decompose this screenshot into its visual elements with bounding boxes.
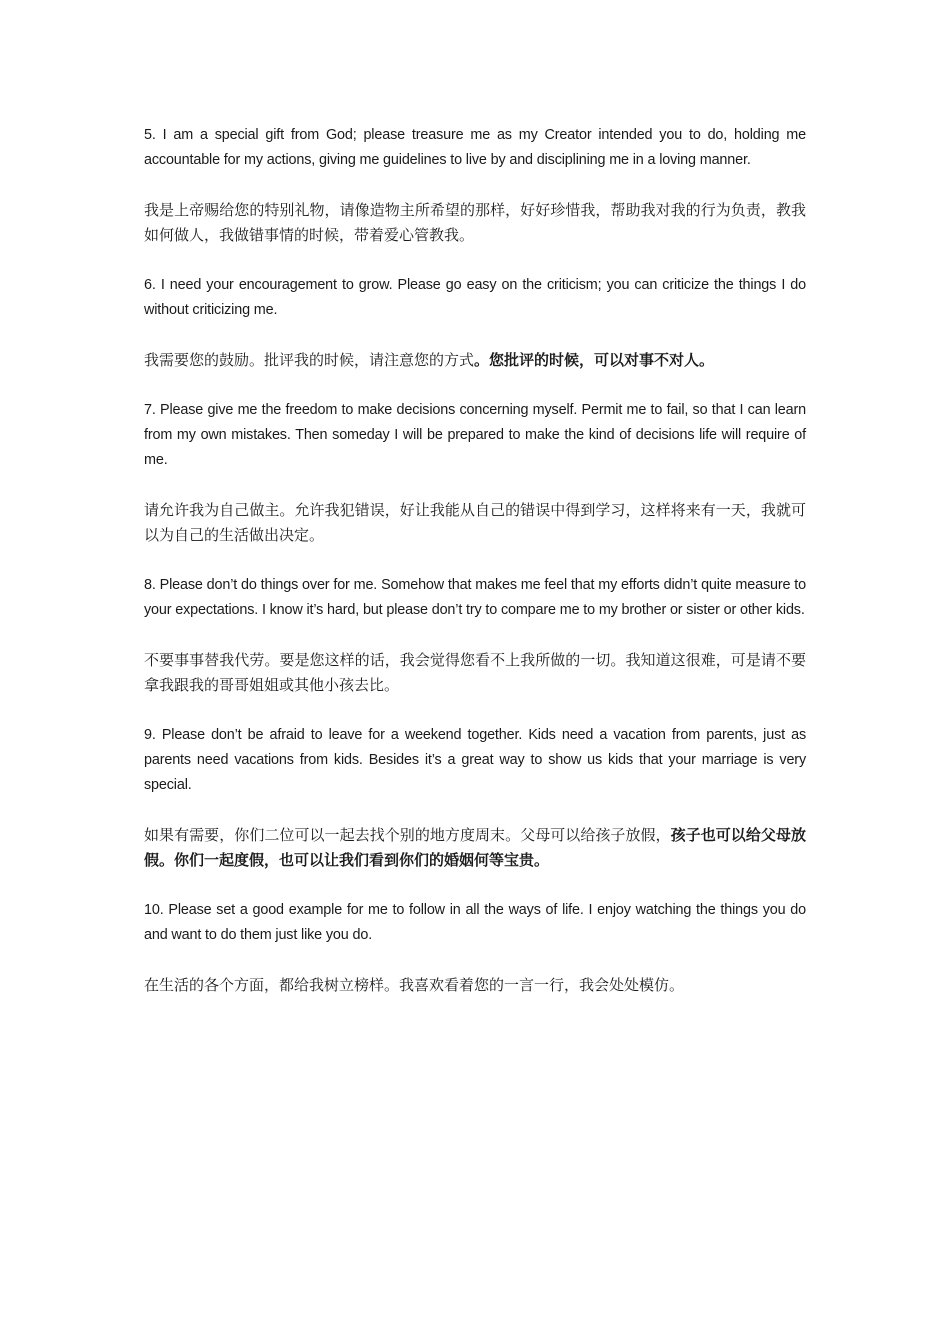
paragraph-text: 我是上帝赐给您的特别礼物，请像造物主所希望的那样，好好珍惜我，帮助我对我的行为负责，教我如何做人，我做错事情的时候，带着爱心管教我。	[144, 201, 806, 244]
paragraph-text: 在生活的各个方面，都给我树立榜样。我喜欢看着您的一言一行，我会处处模仿。	[144, 976, 685, 994]
paragraph-zh-5	[144, 198, 806, 248]
paragraph-zh-7	[144, 498, 806, 548]
paragraph-en-5	[144, 123, 806, 173]
paragraph-text: 如果有需要，你们二位可以一起去找个别的地方度周末。父母可以给孩子放假，	[144, 826, 671, 844]
paragraph-zh-10	[144, 973, 806, 998]
paragraph-text: 6. I need your encouragement to grow. Please go easy on the criticism; you can criticize the things I do without criticizing me.	[144, 277, 806, 318]
paragraph-text: 不要事事替我代劳。要是您这样的话，我会觉得您看不上我所做的一切。我知道这很难，可是请不要拿我跟我的哥哥姐姐或其他小孩去比。	[144, 651, 806, 694]
paragraph-en-8	[144, 573, 806, 623]
paragraph-text: 7. Please give me the freedom to make decisions concerning myself. Permit me to fail, so that I can learn from my own mistakes. Then someday I will be prepared to make the kind of decisions life will require of me.	[144, 402, 806, 468]
paragraph-zh-9	[144, 823, 806, 873]
paragraph-zh-8	[144, 648, 806, 698]
paragraph-en-10	[144, 898, 806, 948]
document-page	[144, 123, 806, 1023]
paragraph-zh-6	[144, 348, 806, 373]
paragraph-text: 8. Please don’t do things over for me. Somehow that makes me feel that my efforts didn’t quite measure to your expectations. I know it’s hard, but please don’t try to compare me to my brother or sister or other kids.	[144, 577, 806, 618]
paragraph-en-7	[144, 398, 806, 473]
paragraph-bold-text: 孩子也可以给父母放假。你们一起度假，也可以让我们看到你们的婚姻何等宝贵。	[144, 826, 806, 869]
paragraph-text: 我需要您的鼓励。批评我的时候，请注意您的方式	[144, 351, 475, 369]
paragraph-en-9	[144, 723, 806, 798]
paragraph-en-6	[144, 273, 806, 323]
paragraph-text: 5. I am a special gift from God; please treasure me as my Creator intended you to do, holding me accountable for my actions, giving me guidelines to live by and disciplining me in a loving manner.	[144, 127, 806, 168]
paragraph-bold-text: 。您批评的时候，可以对事不对人。	[474, 351, 715, 369]
paragraph-text: 9. Please don’t be afraid to leave for a weekend together. Kids need a vacation from parents, just as parents need vacations from kids. Besides it’s a great way to show us kids that your marriage is very special.	[144, 727, 806, 793]
paragraph-text: 10. Please set a good example for me to follow in all the ways of life. I enjoy watching the things you do and want to do them just like you do.	[144, 902, 806, 943]
paragraph-text: 请允许我为自己做主。允许我犯错误，好让我能从自己的错误中得到学习，这样将来有一天，我就可以为自己的生活做出决定。	[144, 501, 806, 544]
